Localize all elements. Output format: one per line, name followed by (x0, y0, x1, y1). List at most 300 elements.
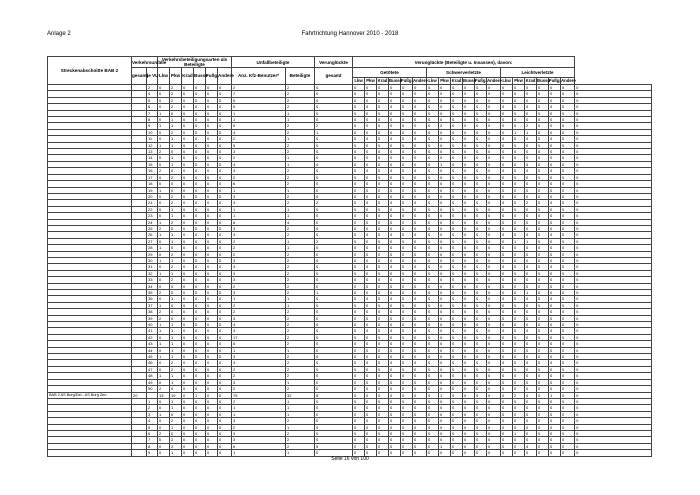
table-cell: 0 (206, 251, 218, 257)
col-header-participants: Verkehrsbeteiligungsarten als Beteiligte (158, 57, 232, 68)
table-cell: 0 (561, 200, 575, 206)
table-cell: 0 (401, 200, 413, 206)
table-cell: 0 (377, 437, 389, 443)
table-cell: 0 (487, 341, 501, 347)
table-cell: 0 (525, 450, 537, 456)
table-cell: 0 (561, 290, 575, 296)
table-cell: 0 (353, 334, 365, 340)
table-cell: 0 (427, 213, 439, 219)
table-cell: 0 (353, 91, 365, 97)
table-cell: 0 (427, 251, 439, 257)
col-header-seriously: Schwerverletzte (427, 68, 501, 78)
table-cell: 3 (232, 225, 286, 231)
table-cell: 0 (353, 168, 365, 174)
table-cell: 0 (315, 347, 353, 353)
table-cell: 0 (158, 443, 170, 449)
table-cell: 11 (147, 136, 158, 142)
table-cell: 3 (232, 437, 286, 443)
table-cell: 0 (206, 418, 218, 424)
table-cell: 0 (463, 411, 475, 417)
table-cell: 0 (389, 424, 401, 430)
table-cell: 1 (170, 373, 182, 379)
table-cell: 0 (427, 270, 439, 276)
table-cell: 0 (513, 213, 525, 219)
table-cell: 1 (286, 187, 315, 193)
table-cell: 0 (549, 238, 561, 244)
table-cell: 0 (439, 200, 451, 206)
table-cell: 0 (413, 200, 427, 206)
table-cell: 0 (501, 206, 513, 212)
table-cell: 0 (537, 225, 549, 231)
table-cell: 0 (170, 309, 182, 315)
table-cell: 1 (170, 123, 182, 129)
table-cell: 0 (561, 206, 575, 212)
table-cell: 3 (232, 264, 286, 270)
table-cell: 23 (147, 213, 158, 219)
table-cell: 1 (170, 334, 182, 340)
table-cell: 0 (487, 398, 501, 404)
table-cell: 0 (537, 117, 549, 123)
table-cell: 0 (439, 366, 451, 372)
table-cell: 0 (537, 91, 549, 97)
table-cell: 0 (218, 341, 232, 347)
table-cell: 0 (413, 296, 427, 302)
table-cell: 0 (206, 424, 218, 430)
table-cell: 0 (218, 322, 232, 328)
table-cell: 0 (561, 450, 575, 456)
table-cell: 0 (365, 277, 377, 283)
table-cell: 0 (218, 334, 232, 340)
table-cell: 1 (158, 232, 170, 238)
table-cell: 0 (475, 354, 487, 360)
table-cell: 0 (439, 322, 451, 328)
table-cell: 0 (413, 85, 427, 91)
header-row-middle (48, 68, 652, 78)
table-cell: 0 (537, 142, 549, 148)
table-cell: 0 (365, 123, 377, 129)
table-cell: 0 (315, 181, 353, 187)
table-cell: 0 (549, 264, 561, 270)
table-cell: 0 (194, 129, 206, 135)
table-cell: 0 (463, 424, 475, 430)
table-cell: 0 (401, 193, 413, 199)
table-cell: 0 (475, 123, 487, 129)
table-cell: 0 (513, 225, 525, 231)
table-cell: 3 (232, 257, 286, 263)
table-cell: 0 (513, 283, 525, 289)
table-cell: 0 (487, 257, 501, 263)
table-cell: 0 (413, 315, 427, 321)
table-cell: 0 (525, 334, 537, 340)
table-cell: 0 (218, 430, 232, 436)
table-cell: 0 (365, 181, 377, 187)
table-cell: 0 (537, 270, 549, 276)
table-cell: 1 (158, 245, 170, 251)
table-cell: 0 (218, 181, 232, 187)
table-cell: 0 (439, 379, 451, 385)
table-cell: 0 (525, 97, 537, 103)
table-cell: 0 (501, 181, 513, 187)
table-cell: 1 (232, 296, 286, 302)
table-cell: 0 (525, 168, 537, 174)
table-cell: 0 (413, 117, 427, 123)
table-cell: 1 (170, 450, 182, 456)
table-cell: 0 (525, 257, 537, 263)
table-cell: 0 (561, 257, 575, 263)
table-cell: 1 (170, 270, 182, 276)
table-cell: 0 (537, 245, 549, 251)
table-cell: 0 (537, 85, 549, 91)
table-cell: 0 (389, 193, 401, 199)
table-cell: 0 (170, 168, 182, 174)
table-cell: 0 (513, 161, 525, 167)
table-cell: 0 (401, 136, 413, 142)
table-cell: 0 (575, 193, 652, 199)
table-cell: 0 (549, 91, 561, 97)
table-cell: 0 (451, 149, 463, 155)
table-cell: 0 (525, 91, 537, 97)
table-cell: 1 (170, 213, 182, 219)
table-cell: 0 (525, 251, 537, 257)
table-cell: 0 (427, 264, 439, 270)
table-cell: 0 (377, 187, 389, 193)
table-cell: 0 (389, 149, 401, 155)
table-cell: 0 (487, 85, 501, 91)
table-cell: 0 (427, 277, 439, 283)
table-cell: 0 (377, 142, 389, 148)
table-cell: 0 (389, 290, 401, 296)
table-cell: 0 (401, 91, 413, 97)
table-cell: 0 (389, 430, 401, 436)
table-cell: 0 (549, 360, 561, 366)
table-cell: 0 (353, 193, 365, 199)
table-cell: 0 (451, 168, 463, 174)
table-cell: 0 (549, 181, 561, 187)
table-cell: 0 (218, 354, 232, 360)
table-cell: 0 (194, 450, 206, 456)
table-cell: 0 (549, 296, 561, 302)
table-cell: 2 (315, 123, 353, 129)
table-cell: 0 (206, 97, 218, 103)
table-cell: 0 (561, 136, 575, 142)
table-cell: 0 (389, 206, 401, 212)
table-cell: 2 (315, 238, 353, 244)
table-cell: 0 (218, 85, 232, 91)
table-cell: 0 (487, 437, 501, 443)
table-cell: 0 (575, 277, 652, 283)
table-cell: 0 (561, 398, 575, 404)
table-cell: 0 (463, 322, 475, 328)
table-cell: 0 (182, 328, 194, 334)
table-cell: 0 (451, 270, 463, 276)
table-cell: 0 (365, 213, 377, 219)
table-cell: 0 (537, 123, 549, 129)
table-cell: 0 (475, 232, 487, 238)
table-cell: 0 (377, 97, 389, 103)
table-cell: 0 (170, 315, 182, 321)
table-cell: 0 (194, 155, 206, 161)
table-cell: 0 (439, 450, 451, 456)
table-cell: 0 (401, 309, 413, 315)
table-cell: 0 (413, 174, 427, 180)
table-cell: 0 (206, 142, 218, 148)
table-cell: 0 (439, 142, 451, 148)
table-cell: 0 (451, 117, 463, 123)
table-cell: 0 (315, 257, 353, 263)
table-cell: 0 (389, 347, 401, 353)
table-cell: 0 (158, 347, 170, 353)
table-cell: 0 (427, 334, 439, 340)
table-cell: 0 (389, 283, 401, 289)
table-cell: 0 (537, 411, 549, 417)
table-cell: 0 (475, 238, 487, 244)
table-cell: 2 (170, 91, 182, 97)
table-cell: 5 (315, 443, 353, 449)
table-cell: 0 (561, 379, 575, 385)
table-cell: 0 (315, 341, 353, 347)
table-cell: 0 (575, 373, 652, 379)
table-cell: 0 (451, 193, 463, 199)
table-cell: 0 (513, 245, 525, 251)
table-cell: 0 (561, 219, 575, 225)
table-cell: 0 (206, 129, 218, 135)
table-cell: 2 (286, 328, 315, 334)
table-cell: 0 (427, 443, 439, 449)
table-cell: 0 (561, 264, 575, 270)
table-cell: 0 (463, 245, 475, 251)
table-cell: 0 (439, 155, 451, 161)
table-cell: 0 (487, 379, 501, 385)
table-cell: 0 (575, 245, 652, 251)
table-cell: 0 (427, 386, 439, 392)
table-cell: 2 (286, 430, 315, 436)
table-cell: 0 (575, 264, 652, 270)
table-cell: 0 (427, 373, 439, 379)
table-cell: 0 (513, 379, 525, 385)
table-cell: 38 (147, 309, 158, 315)
table-cell: 0 (389, 373, 401, 379)
table-cell: 0 (365, 142, 377, 148)
table-cell: 0 (158, 360, 170, 366)
table-cell: 0 (537, 193, 549, 199)
table-cell: 0 (451, 257, 463, 263)
table-cell: 4 (525, 392, 537, 398)
table-cell: 1 (286, 155, 315, 161)
table-cell: 0 (463, 309, 475, 315)
table-cell: 2 (286, 181, 315, 187)
table-cell: 0 (377, 193, 389, 199)
table-cell: 1 (170, 142, 182, 148)
table-cell: 0 (525, 277, 537, 283)
table-cell: 0 (182, 277, 194, 283)
table-cell: 0 (353, 296, 365, 302)
table-cell: 0 (427, 200, 439, 206)
table-cell: 0 (501, 366, 513, 372)
table-cell: 0 (389, 405, 401, 411)
table-cell: 0 (353, 110, 365, 116)
table-cell: 0 (575, 443, 652, 449)
table-cell: 0 (549, 405, 561, 411)
table-cell: 0 (427, 392, 439, 398)
table-cell: 0 (206, 174, 218, 180)
table-cell: 0 (549, 315, 561, 321)
table-cell: 0 (315, 296, 353, 302)
table-cell: 0 (501, 232, 513, 238)
table-cell: 2 (232, 245, 286, 251)
table-cell: 0 (218, 398, 232, 404)
table-cell: 0 (377, 302, 389, 308)
table-cell: 0 (401, 366, 413, 372)
table-cell: 0 (561, 238, 575, 244)
table-cell: 2 (286, 168, 315, 174)
table-cell: 1 (158, 270, 170, 276)
table-cell: 0 (561, 91, 575, 97)
table-cell: 0 (377, 270, 389, 276)
table-cell: 29 (147, 251, 158, 257)
table-cell: 0 (451, 315, 463, 321)
table-cell: 0 (451, 277, 463, 283)
table-cell: 0 (463, 302, 475, 308)
table-cell: 10 (147, 129, 158, 135)
table-cell: 0 (501, 302, 513, 308)
table-cell: 0 (389, 386, 401, 392)
table-cell: 0 (315, 418, 353, 424)
table-cell: 0 (537, 104, 549, 110)
col-header-lkw: Lkw (158, 68, 170, 85)
table-cell: 0 (575, 117, 652, 123)
table-cell: 0 (575, 174, 652, 180)
table-cell: 2 (286, 200, 315, 206)
table-cell: 0 (439, 405, 451, 411)
table-cell: 3 (525, 161, 537, 167)
table-cell: 0 (501, 213, 513, 219)
col-header-count: Anz. Kfz-Benutzer* (232, 68, 286, 85)
table-cell: 6 (232, 219, 286, 225)
table-cell: 0 (439, 398, 451, 404)
table-cell: 1 (232, 110, 286, 116)
table-cell: 0 (439, 411, 451, 417)
table-cell: 0 (413, 129, 427, 135)
table-cell: 0 (513, 193, 525, 199)
table-cell: 0 (194, 264, 206, 270)
table-cell: 0 (315, 270, 353, 276)
table-cell: 3 (232, 379, 286, 385)
table-cell: 0 (206, 155, 218, 161)
table-cell: 0 (315, 366, 353, 372)
table-cell: 0 (353, 200, 365, 206)
table-cell: 1 (170, 341, 182, 347)
table-cell: 2 (158, 430, 170, 436)
table-cell: 0 (439, 238, 451, 244)
table-cell: 0 (365, 97, 377, 103)
table-cell: 0 (194, 136, 206, 142)
table-cell: 0 (401, 238, 413, 244)
table-cell: 0 (194, 232, 206, 238)
table-cell: 0 (377, 379, 389, 385)
table-cell: 0 (389, 238, 401, 244)
table-cell: 0 (218, 110, 232, 116)
table-cell: 0 (513, 366, 525, 372)
table-cell: 0 (158, 161, 170, 167)
table-cell: 0 (463, 149, 475, 155)
table-cell: 0 (501, 123, 513, 129)
table-cell: 47 (147, 366, 158, 372)
table-cell: 0 (513, 302, 525, 308)
table-cell: 0 (218, 283, 232, 289)
table-cell: 0 (487, 129, 501, 135)
table-cell: 2 (232, 136, 286, 142)
table-cell: 0 (525, 424, 537, 430)
table-cell: 0 (427, 322, 439, 328)
table-cell: 0 (537, 200, 549, 206)
table-cell: 0 (365, 104, 377, 110)
table-cell: 0 (439, 110, 451, 116)
table-cell: 3 (232, 290, 286, 296)
table-cell: 0 (575, 251, 652, 257)
table-cell: 2 (286, 283, 315, 289)
table-cell: 0 (389, 437, 401, 443)
table-cell: 0 (463, 379, 475, 385)
table-cell: 0 (451, 366, 463, 372)
table-cell: 1 (170, 206, 182, 212)
table-cell: 0 (525, 174, 537, 180)
table-cell: 0 (427, 302, 439, 308)
table-cell: 2 (170, 277, 182, 283)
table-cell: 0 (377, 149, 389, 155)
table-cell: 0 (218, 174, 232, 180)
table-cell: 0 (439, 264, 451, 270)
table-cell: 0 (389, 187, 401, 193)
table-cell: 0 (158, 155, 170, 161)
table-cell: 0 (549, 85, 561, 91)
table-cell: 0 (377, 334, 389, 340)
table-cell: 0 (401, 97, 413, 103)
table-cell: 0 (513, 354, 525, 360)
table-cell: 0 (206, 91, 218, 97)
table-cell: 0 (513, 232, 525, 238)
table-cell: 0 (451, 379, 463, 385)
table-cell: 0 (353, 405, 365, 411)
table-cell: 2 (232, 309, 286, 315)
table-cell: 0 (401, 206, 413, 212)
table-cell: 1 (286, 398, 315, 404)
table-cell: 0 (537, 129, 549, 135)
table-cell: 0 (439, 174, 451, 180)
table-cell: 0 (487, 315, 501, 321)
table-cell: 4 (232, 161, 286, 167)
table-cell: 0 (475, 104, 487, 110)
table-cell: 2 (286, 277, 315, 283)
table-cell: 0 (501, 149, 513, 155)
table-cell: 0 (182, 155, 194, 161)
table-cell: 0 (206, 430, 218, 436)
table-cell: 0 (549, 411, 561, 417)
table-cell: 0 (389, 200, 401, 206)
table-cell: 0 (525, 386, 537, 392)
table-cell: 0 (549, 379, 561, 385)
table-cell: 0 (561, 142, 575, 148)
col-subheader-vehicle-type: Pkw (514, 78, 523, 84)
table-cell: 1 (286, 161, 315, 167)
table-cell: 1 (232, 347, 286, 353)
table-cell: 0 (182, 366, 194, 372)
table-cell: 0 (365, 386, 377, 392)
table-cell: 0 (218, 418, 232, 424)
table-cell: 2 (286, 85, 315, 91)
table-cell: 6 (232, 181, 286, 187)
table-cell: 0 (439, 302, 451, 308)
table-cell: 0 (194, 123, 206, 129)
